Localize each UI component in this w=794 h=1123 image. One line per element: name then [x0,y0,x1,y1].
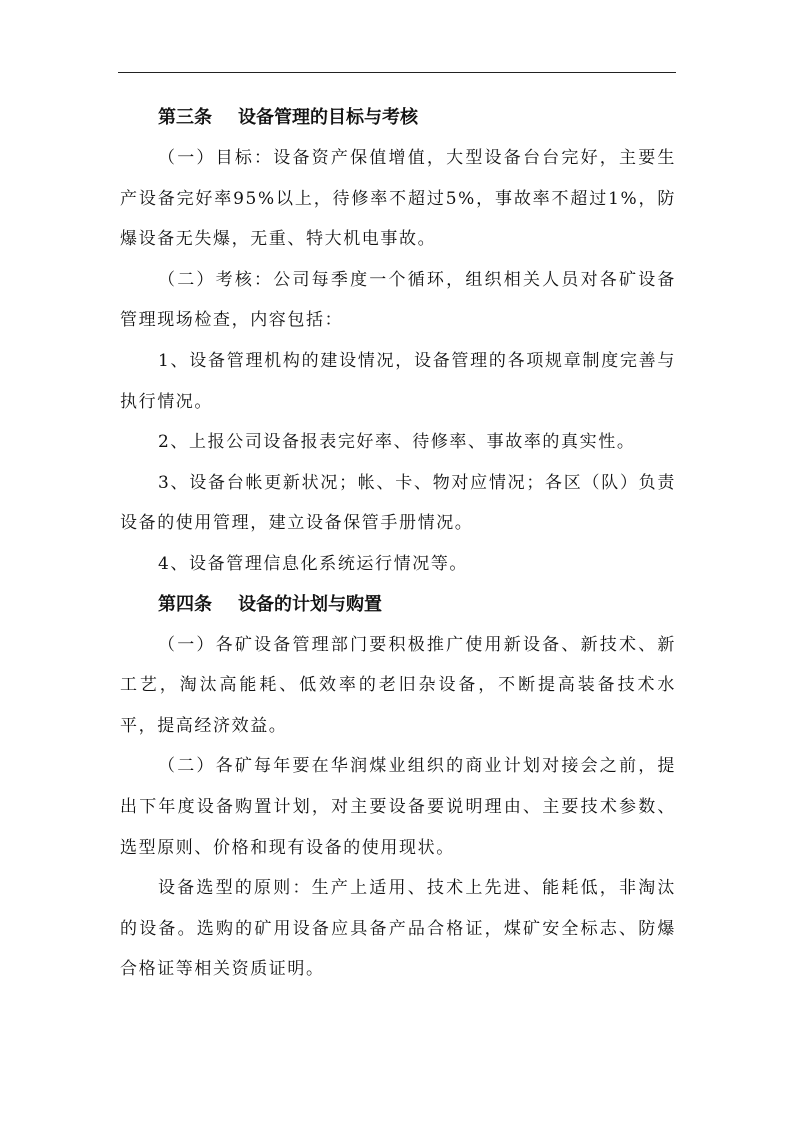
document-body [120,98,676,990]
article-4-heading [120,585,676,625]
header-rule [118,72,676,73]
article-3-number: 第三条 [158,107,212,128]
article-4-paragraph-1: （一）各矿设备管理部门要积极推广使用新设备、新技术、新工艺，淘汰高能耗、低效率的老旧杂设备，不断提高装备技术水平，提高经济效益。 [120,634,676,736]
article-3-title: 设备管理的目标与考核 [238,107,418,128]
article-3-paragraph-assessment: （二）考核：公司每季度一个循环，组织相关人员对各矿设备管理现场检查，内容包括： [120,269,676,331]
article-3-item-1: 1、设备管理机构的建设情况，设备管理的各项规章制度完善与执行情况。 [120,350,676,412]
article-4-title: 设备的计划与购置 [238,593,382,615]
article-3-heading [120,98,676,138]
article-3-paragraph-goal: （一）目标：设备资产保值增值，大型设备台台完好，主要生产设备完好率95%以上，待修率不超过5%，事故率不超过1%，防爆设备无失爆，无重、特大机电事故。 [120,148,676,250]
article-4-number: 第四条 [158,593,212,615]
article-3-item-3: 3、设备台帐更新状况；帐、卡、物对应情况；各区（队）负责设备的使用管理，建立设备保管手册情况。 [120,472,676,534]
article-4-paragraph-2: （二）各矿每年要在华润煤业组织的商业计划对接会之前，提出下年度设备购置计划，对主要设备要说明理由、主要技术参数、选型原则、价格和现有设备的使用现状。 [120,756,676,858]
article-4-paragraph-selection-principles: 设备选型的原则：生产上适用、技术上先进、能耗低，非淘汰的设备。选购的矿用设备应具备产品合格证，煤矿安全标志、防爆合格证等相关资质证明。 [120,878,676,980]
article-3-item-4: 4、设备管理信息化系统运行情况等。 [158,553,469,574]
article-3-item-2: 2、上报公司设备报表完好率、待修率、事故率的真实性。 [158,432,636,453]
